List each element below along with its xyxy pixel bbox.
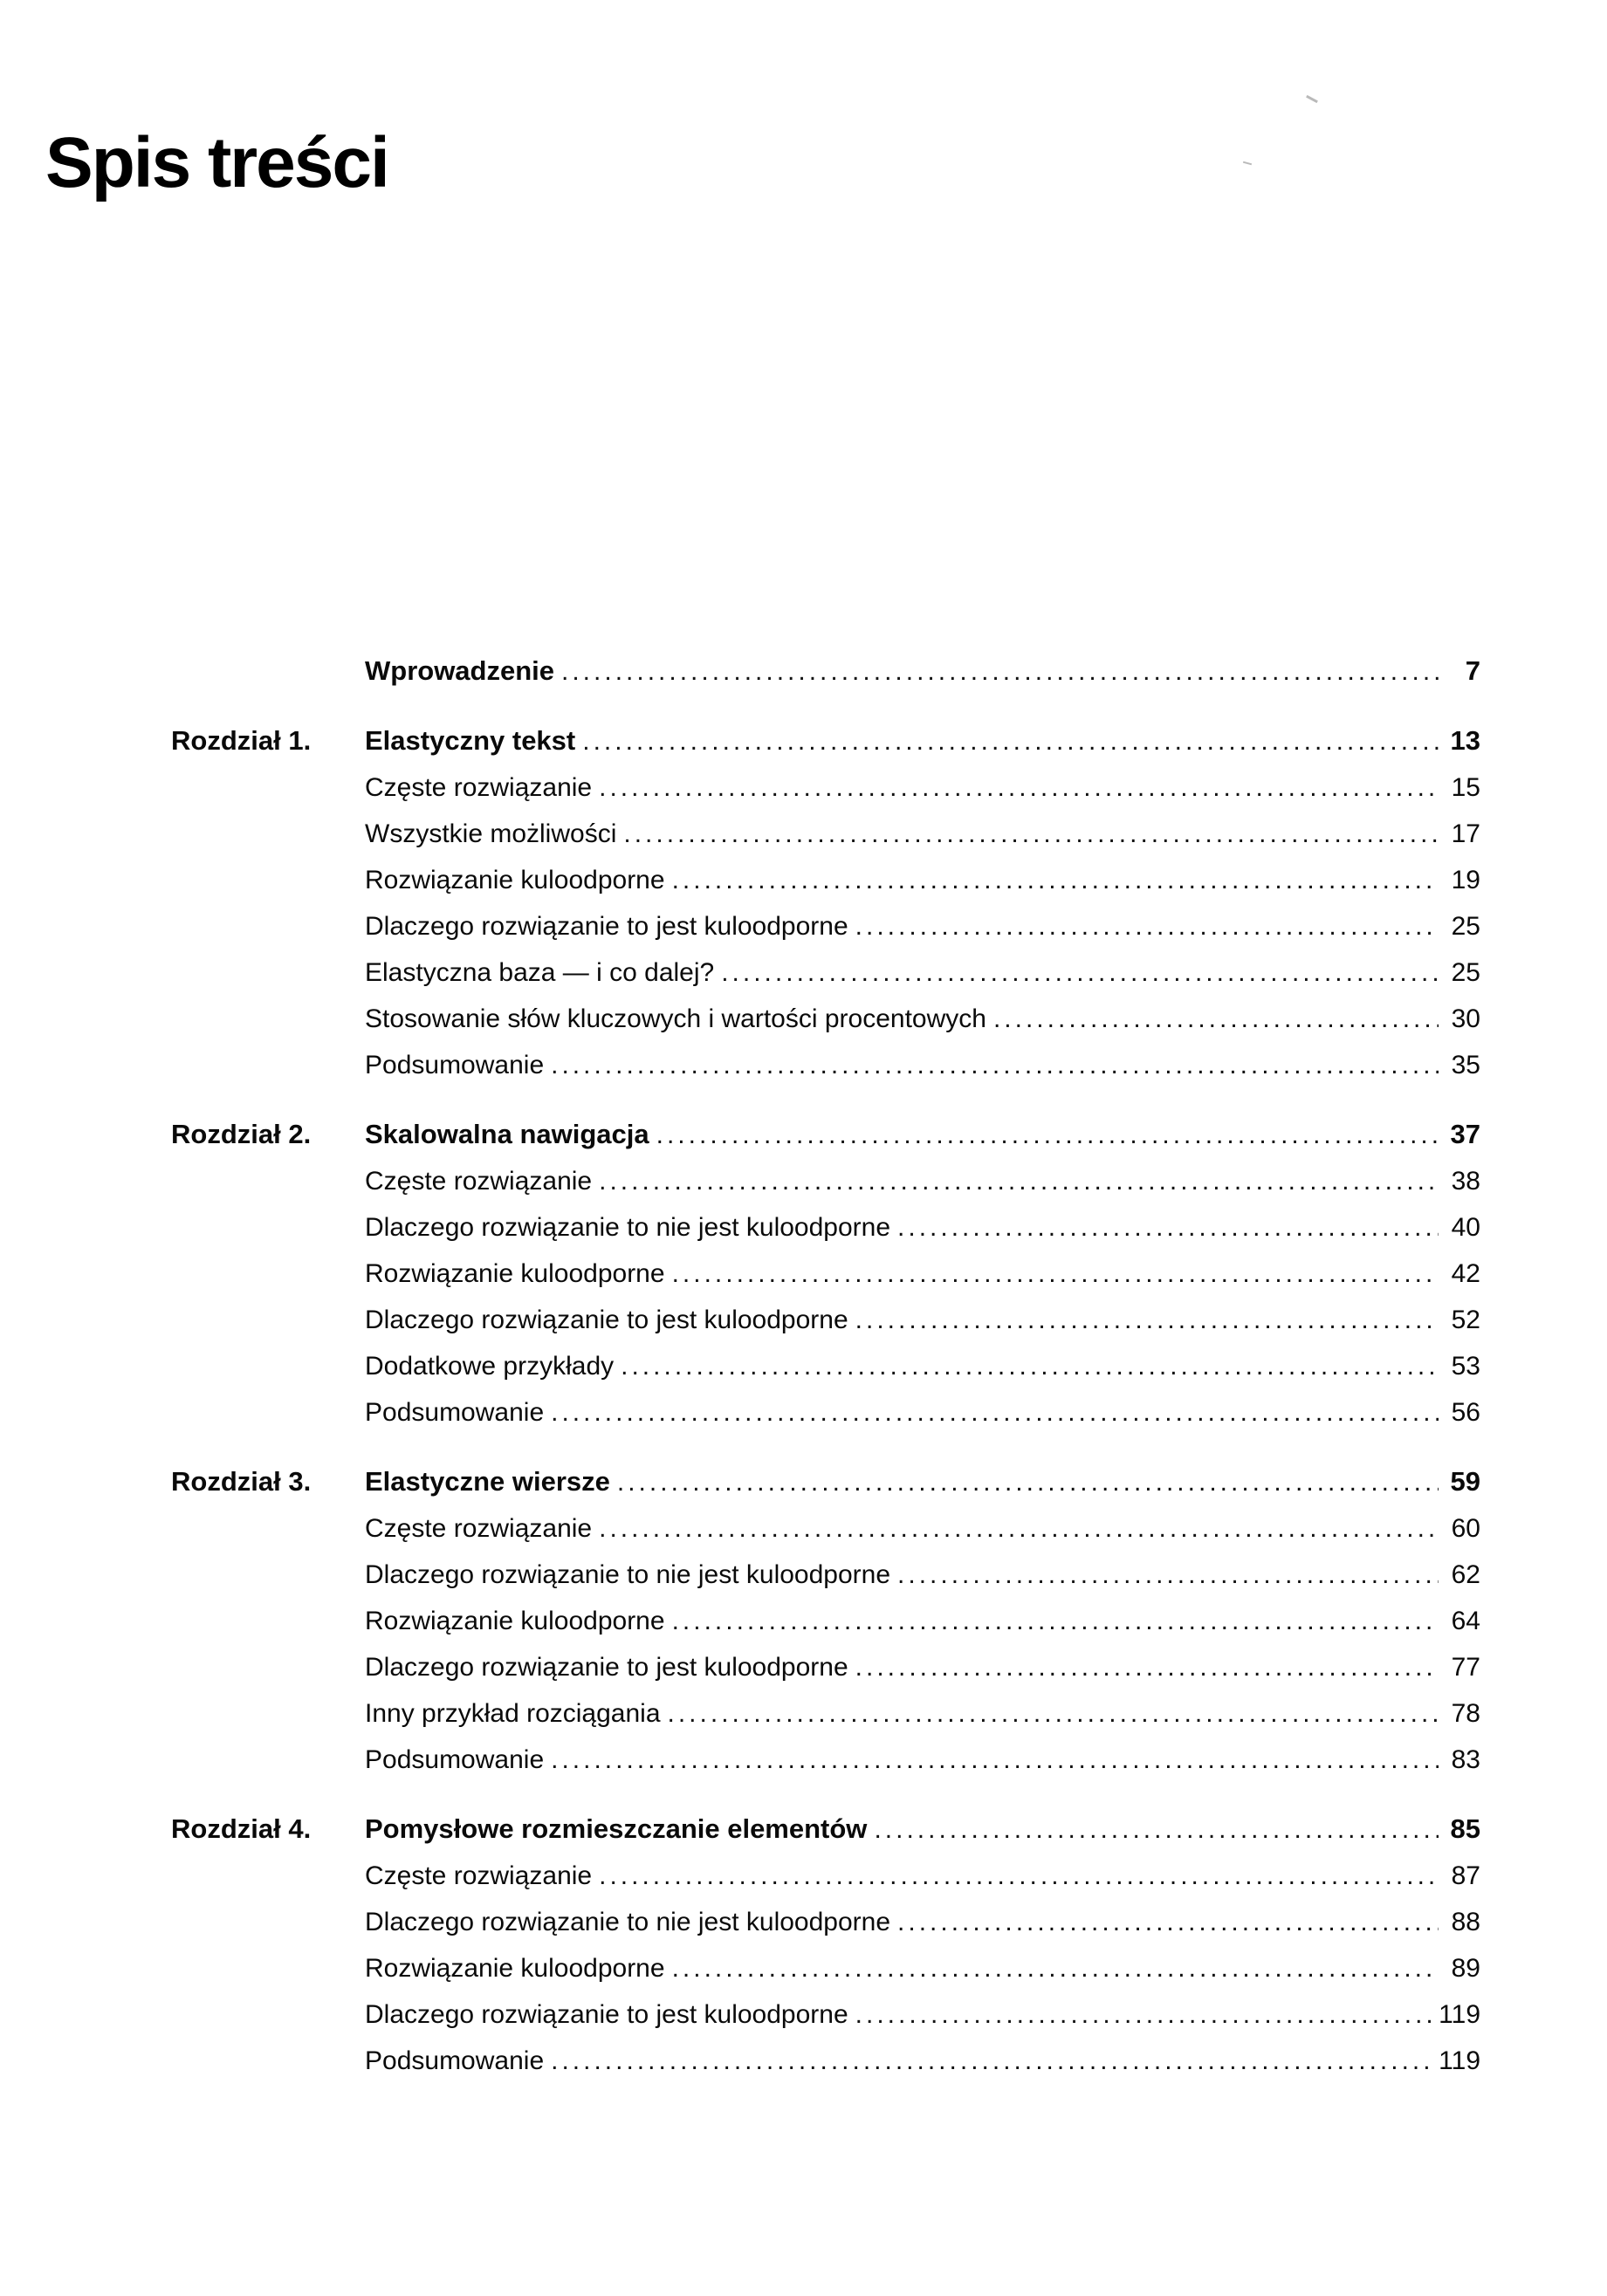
- dot-leader: [855, 1297, 1439, 1343]
- dot-leader: [551, 1042, 1439, 1088]
- entry-page: 56: [1451, 1398, 1480, 1427]
- scan-speckle: [1243, 161, 1252, 166]
- entry-title: Stosowanie słów kluczowych i wartości procentowych: [365, 1004, 986, 1033]
- entry-title: Podsumowanie: [365, 1051, 545, 1079]
- toc-entry: [171, 1251, 1480, 1297]
- entry-title: Wprowadzenie: [365, 655, 555, 686]
- dot-leader: [897, 1552, 1439, 1598]
- dot-leader: [897, 1899, 1439, 1945]
- entry-page: 25: [1451, 912, 1480, 941]
- dot-leader: [561, 648, 1439, 695]
- toc-entry: [171, 1991, 1480, 2038]
- dot-leader: [621, 1343, 1439, 1389]
- entry-page: 77: [1451, 1653, 1480, 1682]
- dot-leader: [874, 1806, 1439, 1853]
- toc-entry: [171, 1505, 1480, 1552]
- entry-page: 88: [1451, 1908, 1480, 1936]
- entry-title: Częste rozwiązanie: [365, 1861, 593, 1890]
- chapter-label: Rozdział 3.: [171, 1466, 312, 1497]
- entry-page: 52: [1451, 1306, 1480, 1334]
- entry-page: 17: [1451, 819, 1480, 848]
- table-of-contents: [171, 648, 1480, 2084]
- entry-page: 40: [1451, 1213, 1480, 1242]
- toc-entry: [171, 1737, 1480, 1783]
- toc-entry: [171, 1158, 1480, 1204]
- dot-leader: [721, 949, 1439, 996]
- dot-leader: [623, 811, 1439, 857]
- dot-leader: [551, 2038, 1435, 2084]
- toc-entry: [171, 811, 1480, 857]
- entry-page: 60: [1451, 1514, 1480, 1543]
- toc-entry: [171, 1598, 1480, 1644]
- entry-title: Częste rozwiązanie: [365, 1167, 593, 1196]
- dot-leader: [551, 1389, 1439, 1436]
- entry-title: Pomysłowe rozmieszczanie elementów: [365, 1813, 868, 1844]
- toc-entry: [171, 1552, 1480, 1598]
- entry-title: Dlaczego rozwiązanie to nie jest kuloodporne: [365, 1560, 891, 1589]
- entry-page: 89: [1451, 1954, 1480, 1983]
- dot-leader: [672, 857, 1439, 903]
- entry-page: 59: [1450, 1466, 1480, 1497]
- dot-leader: [855, 1991, 1436, 2038]
- dot-leader: [855, 1644, 1439, 1690]
- entry-title: Inny przykład rozciągania: [365, 1699, 661, 1728]
- dot-leader: [599, 1158, 1439, 1204]
- entry-title: Elastyczna baza — i co dalej?: [365, 958, 715, 987]
- entry-page: 42: [1451, 1259, 1480, 1288]
- toc-entry: [171, 1042, 1480, 1088]
- entry-page: 78: [1451, 1699, 1480, 1728]
- toc-entry: [171, 1297, 1480, 1343]
- entry-title: Elastyczne wiersze: [365, 1466, 610, 1497]
- dot-leader: [897, 1204, 1439, 1251]
- toc-entry: [171, 1853, 1480, 1899]
- toc-entry-wprowadzenie: [171, 648, 1480, 695]
- entry-page: 37: [1450, 1119, 1480, 1149]
- scan-speckle: [1306, 95, 1318, 103]
- toc-entry: [171, 996, 1480, 1042]
- entry-page: 35: [1451, 1051, 1480, 1079]
- chapter-label: Rozdział 2.: [171, 1119, 312, 1149]
- entry-title: Podsumowanie: [365, 1398, 545, 1427]
- entry-title: Dlaczego rozwiązanie to jest kuloodporne: [365, 912, 848, 941]
- chapter-label: Rozdział 1.: [171, 725, 312, 756]
- dot-leader: [668, 1690, 1439, 1737]
- entry-page: 13: [1450, 725, 1480, 756]
- entry-page: 53: [1451, 1352, 1480, 1381]
- entry-title: Podsumowanie: [365, 2046, 545, 2075]
- toc-chapter-4: [171, 1806, 1480, 1853]
- dot-leader: [672, 1251, 1439, 1297]
- entry-title: Rozwiązanie kuloodporne: [365, 866, 665, 894]
- toc-entry: [171, 857, 1480, 903]
- entry-title: Rozwiązanie kuloodporne: [365, 1954, 665, 1983]
- entry-page: 119: [1439, 2046, 1480, 2075]
- entry-page: 83: [1451, 1745, 1480, 1774]
- toc-entry: [171, 949, 1480, 996]
- entry-title: Dodatkowe przykłady: [365, 1352, 615, 1381]
- entry-title: Dlaczego rozwiązanie to nie jest kuloodporne: [365, 1213, 891, 1242]
- entry-title: Dlaczego rozwiązanie to jest kuloodporne: [365, 1653, 848, 1682]
- page-title: Spis treści: [45, 123, 388, 202]
- dot-leader: [672, 1598, 1439, 1644]
- entry-page: 85: [1450, 1813, 1480, 1844]
- entry-page: 30: [1451, 1004, 1480, 1033]
- entry-title: Dlaczego rozwiązanie to jest kuloodporne: [365, 2000, 848, 2029]
- entry-title: Częste rozwiązanie: [365, 773, 593, 802]
- toc-chapter-3: [171, 1458, 1480, 1505]
- toc-chapter-2: [171, 1111, 1480, 1158]
- dot-leader: [617, 1459, 1439, 1505]
- toc-entry: [171, 1899, 1480, 1945]
- entry-page: 38: [1451, 1167, 1480, 1196]
- entry-page: 25: [1451, 958, 1480, 987]
- toc-entry: [171, 1389, 1480, 1436]
- entry-title: Podsumowanie: [365, 1745, 545, 1774]
- dot-leader: [599, 1853, 1439, 1899]
- entry-page: 64: [1451, 1607, 1480, 1635]
- entry-title: Dlaczego rozwiązanie to nie jest kuloodporne: [365, 1908, 891, 1936]
- entry-page: 119: [1439, 2000, 1480, 2029]
- toc-entry: [171, 2038, 1480, 2084]
- entry-page: 15: [1451, 773, 1480, 802]
- toc-chapter-1: [171, 717, 1480, 764]
- dot-leader: [582, 718, 1439, 764]
- entry-title: Wszystkie możliwości: [365, 819, 617, 848]
- chapter-label: Rozdział 4.: [171, 1813, 312, 1844]
- toc-entry: [171, 764, 1480, 811]
- toc-entry: [171, 1343, 1480, 1389]
- entry-title: Rozwiązanie kuloodporne: [365, 1259, 665, 1288]
- toc-entry: [171, 1945, 1480, 1991]
- entry-title: Elastyczny tekst: [365, 725, 576, 756]
- toc-entry: [171, 1690, 1480, 1737]
- dot-leader: [599, 1505, 1439, 1552]
- dot-leader: [656, 1112, 1439, 1158]
- dot-leader: [993, 996, 1439, 1042]
- dot-leader: [855, 903, 1439, 949]
- entry-page: 62: [1451, 1560, 1480, 1589]
- entry-page: 87: [1451, 1861, 1480, 1890]
- dot-leader: [551, 1737, 1439, 1783]
- entry-title: Rozwiązanie kuloodporne: [365, 1607, 665, 1635]
- toc-entry: [171, 1204, 1480, 1251]
- entry-title: Częste rozwiązanie: [365, 1514, 593, 1543]
- toc-entry: [171, 1644, 1480, 1690]
- dot-leader: [599, 764, 1439, 811]
- entry-title: Skalowalna nawigacja: [365, 1119, 649, 1149]
- toc-entry: [171, 903, 1480, 949]
- entry-page: 19: [1451, 866, 1480, 894]
- entry-title: Dlaczego rozwiązanie to jest kuloodporne: [365, 1306, 848, 1334]
- dot-leader: [672, 1945, 1439, 1991]
- entry-page: 7: [1465, 655, 1480, 686]
